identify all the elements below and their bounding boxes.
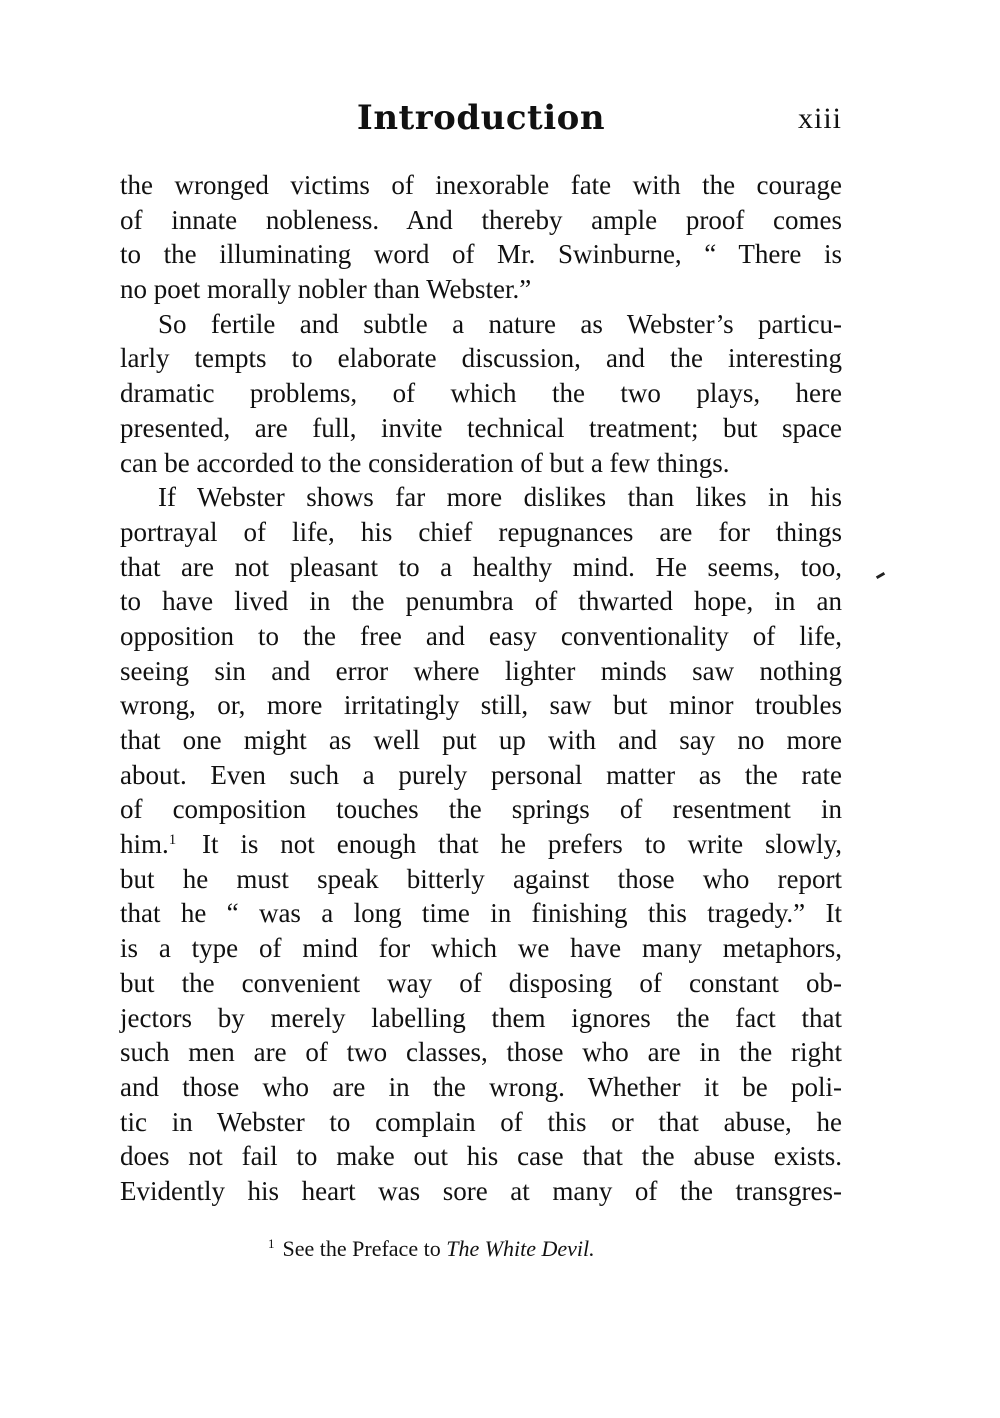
running-title: Introduction bbox=[356, 98, 606, 138]
text-line: presented, are full, invite technical treatment; but space bbox=[120, 412, 842, 443]
stray-ink-mark bbox=[876, 572, 885, 579]
text-line: no poet morally nobler than Webster.” bbox=[120, 274, 532, 305]
running-head bbox=[120, 98, 842, 148]
footnote-title: The White Devil. bbox=[446, 1236, 595, 1261]
text-line: but he must speak bitterly against those who report bbox=[120, 863, 842, 894]
text-line: wrong, or, more irritatingly still, saw but minor troubles bbox=[120, 690, 842, 721]
text-line: opposition to the free and easy conventionality of life, bbox=[120, 620, 842, 651]
page-number: xiii bbox=[797, 102, 842, 135]
text-line: If Webster shows far more dislikes than likes in his bbox=[158, 482, 842, 513]
text-line: jectors by merely labelling them ignores the fact that bbox=[120, 1002, 842, 1033]
text-line: seeing sin and error where lighter minds saw nothing bbox=[120, 655, 842, 686]
text-line: that he “ was a long time in finishing this tragedy.” It bbox=[120, 898, 842, 929]
body-text bbox=[120, 168, 842, 1209]
footnote-text: See the Preface to bbox=[282, 1236, 447, 1261]
text-line-start: him.$^1$ bbox=[120, 829, 177, 860]
text-line: Evidently his heart was sore at many of the transgres- bbox=[120, 1175, 842, 1206]
footnote-reference: 1 bbox=[168, 832, 177, 849]
text-line-rest: It is not enough that he prefers to write slowly, bbox=[202, 829, 842, 860]
text-line: the wronged victims of inexorable fate with the courage bbox=[120, 170, 842, 200]
text-line: to have lived in the penumbra of thwarted hope, in an bbox=[120, 586, 842, 617]
text-line: portrayal of life, his chief repugnances are for things bbox=[120, 516, 842, 547]
text-line: dramatic problems, of which the two plays, here bbox=[120, 378, 842, 409]
text-line: is a type of mind for which we have many metaphors, bbox=[120, 933, 842, 964]
text-line: and those who are in the wrong. Whether it be poli- bbox=[120, 1071, 842, 1102]
text-line: of composition touches the springs of resentment in bbox=[120, 794, 842, 825]
text-line: of innate nobleness. And thereby ample proof comes bbox=[120, 204, 842, 235]
text-line: larly tempts to elaborate discussion, and the interesting bbox=[120, 343, 842, 374]
text-line: but the convenient way of disposing of constant ob- bbox=[120, 967, 842, 998]
text-line: that one might as well put up with and say no more bbox=[120, 725, 842, 755]
text-line: such men are of two classes, those who are in the right bbox=[120, 1037, 842, 1068]
footnote-mark: 1 bbox=[268, 1236, 275, 1251]
text-line: can be accorded to the consideration of but a few things. bbox=[120, 447, 730, 478]
text-line: about. Even such a purely personal matter as the rate bbox=[120, 759, 842, 790]
text-line: tic in Webster to complain of this or that abuse, he bbox=[120, 1106, 842, 1137]
text-line: does not fail to make out his case that the abuse exists. bbox=[120, 1141, 842, 1172]
text-line-with-footnote bbox=[120, 827, 842, 862]
footnote bbox=[268, 1236, 595, 1262]
text-line: that are not pleasant to a healthy mind. He seems, too, bbox=[120, 551, 842, 582]
text-line: So fertile and subtle a nature as Webster’s particu- bbox=[158, 308, 842, 339]
text-line: to the illuminating word of Mr. Swinburne, “ There is bbox=[120, 239, 842, 270]
